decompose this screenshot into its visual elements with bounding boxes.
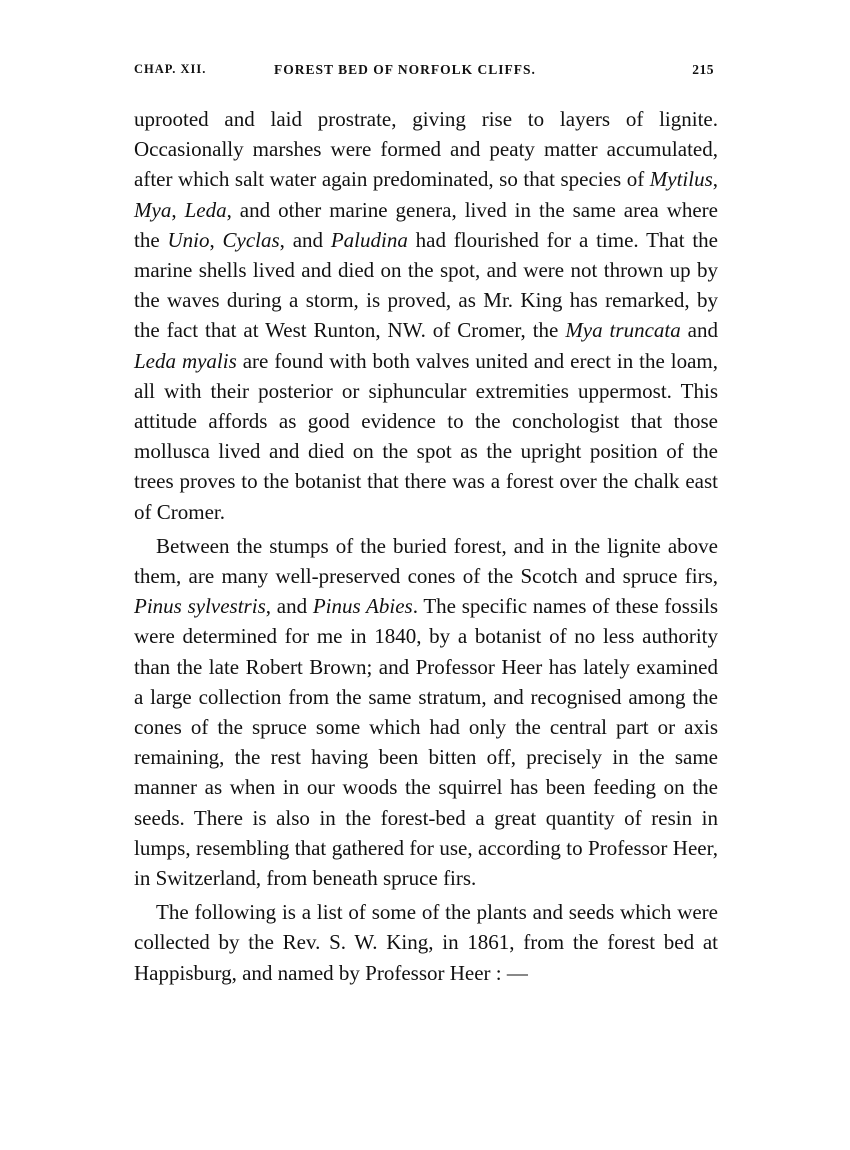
text-run: had flourished for a time. That the marine shells lived and died on the spot, and were not thrown up by the waves during a storm, is proved, as Mr. King has remarked, by the fact that at West Runton, NW. of Cromer, the	[134, 227, 719, 343]
italic-term: Mya truncata	[565, 318, 681, 343]
paragraph	[134, 531, 718, 893]
running-title: FOREST BED OF NORFOLK CLIFFS.	[274, 62, 536, 77]
book-page	[134, 58, 718, 992]
text-run: The following is a list of some of the plants and seeds which were collected by the Rev. S. W. King, in 1861, from the forest bed at Happisburg, and named by Professor Heer : —	[134, 900, 718, 985]
italic-term: Cyclas	[222, 227, 280, 252]
text-run: , and	[279, 227, 331, 252]
text-run: Between the stumps of the buried forest, and in the lignite above them, are many well-preserved cones of the Scotch and spruce firs,	[134, 533, 718, 589]
text-run: uprooted and laid prostrate, giving rise to layers of lignite. Occasionally marshes were formed and peaty matter accumulated, after which salt water again predominated, so that species of	[134, 107, 718, 192]
italic-term: Mya	[134, 197, 172, 222]
italic-term: Paludina	[330, 227, 408, 252]
italic-term: Pinus Abies	[312, 594, 413, 619]
text-run: ,	[712, 167, 718, 192]
text-run: , and	[265, 594, 313, 619]
paragraph	[134, 104, 718, 527]
text-run: , and other marine genera, lived in the same area where the	[134, 197, 718, 252]
text-run: ,	[209, 227, 223, 252]
italic-term: Unio	[167, 227, 210, 252]
text-run: are found with both valves united and erect in the loam, all with their posterior or siphuncular extremities uppermost. This attitude affords as good evidence to the conchologist that those mollusca lived and died on the spot as the upright position of the trees proves to the botanist that there was a forest over the chalk east of Cromer.	[134, 348, 718, 524]
italic-term: Leda myalis	[134, 348, 237, 373]
running-header	[134, 58, 718, 88]
text-run: and	[680, 318, 718, 343]
chapter-label: CHAP. XII.	[134, 62, 207, 76]
paragraph	[134, 897, 718, 988]
text-run: . The specific names of these fossils were determined for me in 1840, by a botanist of no less authority than the late Robert Brown; and Professor Heer has lately examined a large collection from the same stratum, and recognised among the cones of the spruce some which had only the central part or axis remaining, the rest having been bitten off, precisely in the same manner as when in our woods the squirrel has been feeding on the seeds. There is also in the forest-bed a great quantity of resin in lumps, resembling that gathered for use, according to Professor Heer, in Switzerland, from beneath spruce firs.	[134, 594, 718, 891]
body-text	[134, 104, 718, 988]
text-run: ,	[171, 197, 185, 222]
page-number: 215	[692, 62, 714, 77]
italic-term: Pinus sylvestris	[134, 594, 266, 619]
italic-term: Leda	[184, 197, 227, 222]
italic-term: Mytilus	[649, 167, 713, 192]
